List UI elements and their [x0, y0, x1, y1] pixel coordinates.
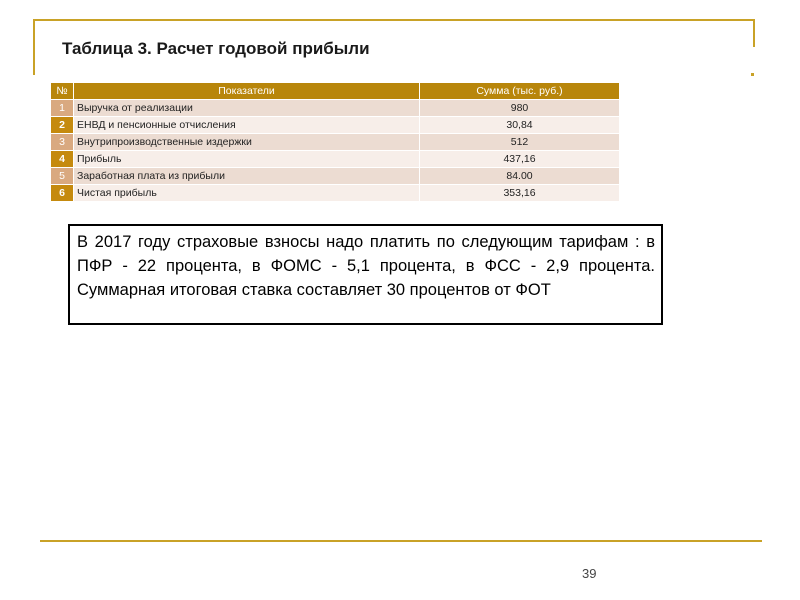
table-row [51, 185, 620, 202]
table-row [51, 117, 620, 134]
note-box [68, 224, 663, 325]
table-row [51, 168, 620, 185]
profit-table [50, 82, 620, 202]
right-rule [753, 19, 755, 47]
row-number: 5 [51, 168, 74, 185]
row-name: Заработная плата из прибыли [74, 168, 420, 185]
table-row [51, 134, 620, 151]
table-row [51, 151, 620, 168]
row-number: 3 [51, 134, 74, 151]
row-number: 6 [51, 185, 74, 202]
row-value: 30,84 [420, 117, 620, 134]
page-number: 39 [582, 566, 597, 581]
bottom-rule [40, 540, 762, 542]
row-number: 2 [51, 117, 74, 134]
row-name: ЕНВД и пенсионные отчисления [74, 117, 420, 134]
row-value: 980 [420, 100, 620, 117]
row-name: Выручка от реализации [74, 100, 420, 117]
row-name: Прибыль [74, 151, 420, 168]
decor-dot [751, 73, 754, 76]
table-row [51, 100, 620, 117]
row-name: Внутрипроизводственные издержки [74, 134, 420, 151]
row-number: 1 [51, 100, 74, 117]
row-number: 4 [51, 151, 74, 168]
row-value: 353,16 [420, 185, 620, 202]
row-value: 512 [420, 134, 620, 151]
header-indicator: Показатели [74, 83, 420, 100]
note-text: В 2017 году страховые взносы надо платить по следующим тарифам : в ПФР - 22 процента, в ФОМС - 5,1 процента, в ФСС - 2,9 процента. Суммарная итоговая ставка составляет 30 процентов от ФОТ [77, 233, 655, 299]
header-number: № [51, 83, 74, 100]
row-value: 437,16 [420, 151, 620, 168]
row-value: 84.00 [420, 168, 620, 185]
slide-title: Таблица 3. Расчет годовой прибыли [62, 39, 370, 58]
table-header-row [51, 83, 620, 100]
row-name: Чистая прибыль [74, 185, 420, 202]
header-sum: Сумма (тыс. руб.) [420, 83, 620, 100]
top-rule [33, 19, 755, 21]
left-rule [33, 19, 35, 75]
